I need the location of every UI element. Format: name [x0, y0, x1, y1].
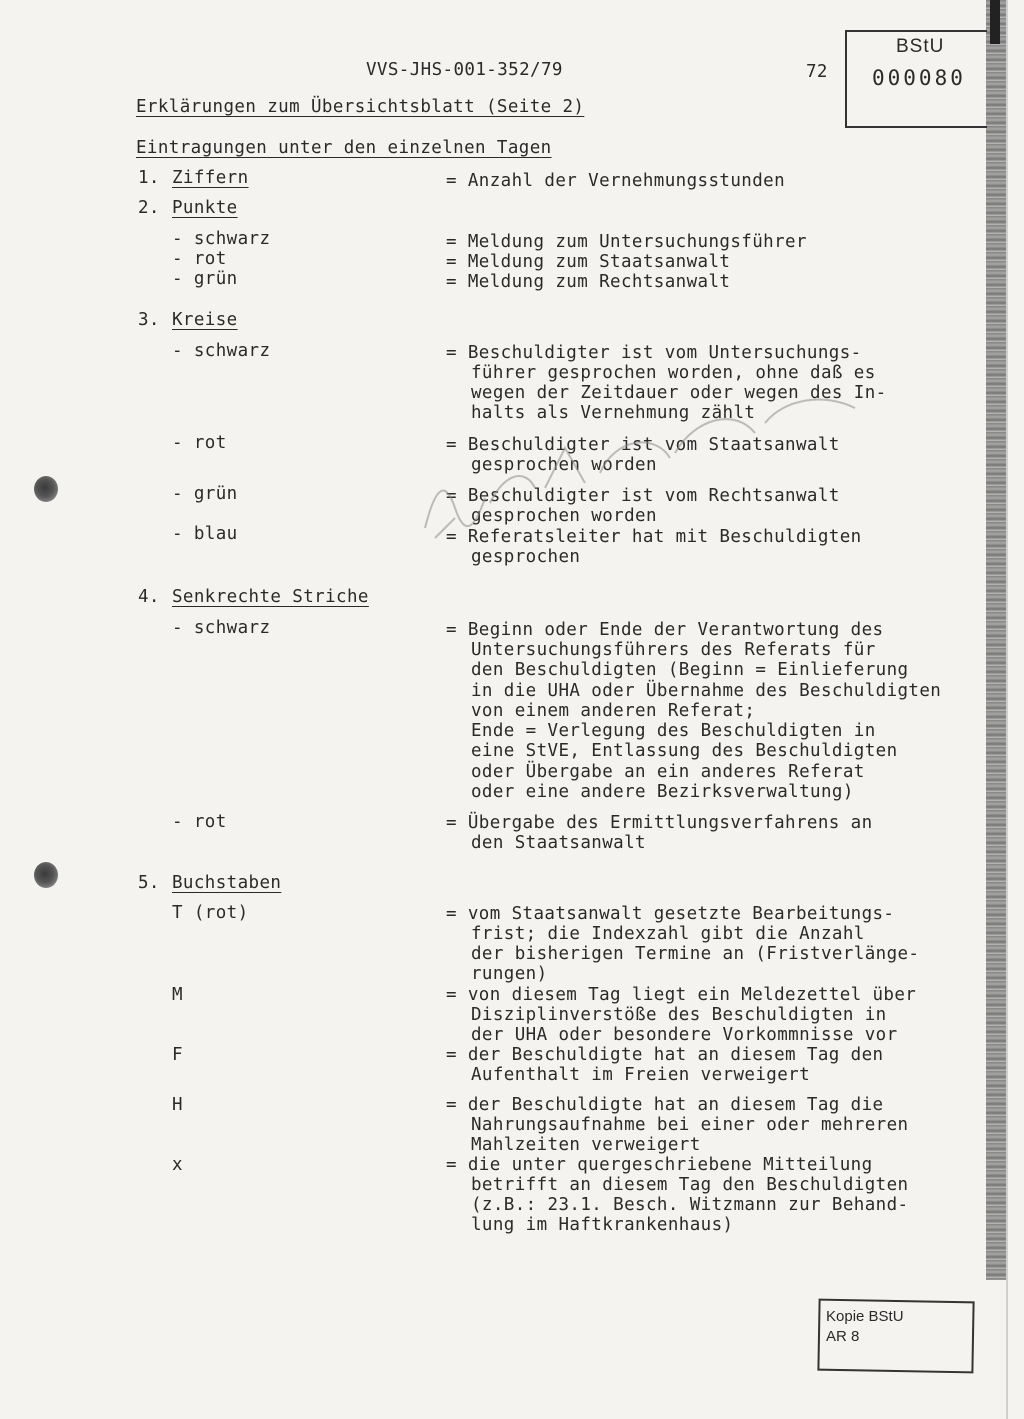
page-number: 72	[806, 62, 828, 82]
section-2-value-2: = Meldung zum Staatsanwalt	[446, 252, 731, 272]
section-4-title: Senkrechte Striche	[172, 587, 369, 607]
section-5-value-1a: = vom Staatsanwalt gesetzte Bearbeitungs-	[446, 904, 895, 924]
section-4-value-1e: von einem anderen Referat;	[471, 701, 756, 721]
section-5-value-5b: betrifft an diesem Tag den Beschuldigten	[471, 1175, 909, 1195]
punch-hole-lower	[34, 862, 58, 888]
section-3-value-1b: führer gesprochen worden, ohne daß es	[471, 363, 876, 383]
section-5-key-5: x	[172, 1155, 183, 1175]
section-2-title: Punkte	[172, 198, 238, 218]
section-3-key-2: - rot	[172, 433, 227, 453]
section-4-number: 4.	[138, 587, 160, 607]
scan-edge-line	[1006, 0, 1008, 1419]
section-3-title: Kreise	[172, 310, 238, 330]
section-2-value-3: = Meldung zum Rechtsanwalt	[446, 272, 731, 292]
section-1-text: = Anzahl der Vernehmungsstunden	[446, 171, 786, 191]
section-4-value-1d: in die UHA oder Übernahme des Beschuldigten	[471, 681, 942, 701]
section-5-value-5a: = die unter quergeschriebene Mitteilung	[446, 1155, 873, 1175]
section-4-value-1f: Ende = Verlegung des Beschuldigten in	[471, 721, 876, 741]
section-5-value-5d: lung im Haftkrankenhaus)	[471, 1215, 734, 1235]
section-4-value-1i: oder eine andere Bezirksverwaltung)	[471, 782, 854, 802]
archive-stamp-number: 000080	[872, 66, 966, 90]
section-5-value-5c: (z.B.: 23.1. Besch. Witzmann zur Behand-	[471, 1195, 909, 1215]
section-1-number: 1.	[138, 168, 160, 188]
section-1-title: Ziffern	[172, 168, 249, 188]
section-3-value-1a: = Beschuldigter ist vom Untersuchungs-	[446, 343, 862, 363]
section-5-key-3: F	[172, 1045, 183, 1065]
section-5-value-1c: der bisherigen Termine an (Fristverlänge-	[471, 944, 920, 964]
section-3-value-3b: gesprochen worden	[471, 506, 657, 526]
section-5-title: Buchstaben	[172, 873, 282, 893]
section-4-value-1a: = Beginn oder Ende der Verantwortung des	[446, 620, 884, 640]
section-3-value-2b: gesprochen worden	[471, 455, 657, 475]
section-3-value-1d: halts als Vernehmung zählt	[471, 403, 756, 423]
section-5-value-1b: frist; die Indexzahl gibt die Anzahl	[471, 924, 865, 944]
section-2-key-2: - rot	[172, 249, 227, 269]
section-5-value-4b: Nahrungsaufnahme bei einer oder mehreren	[471, 1115, 909, 1135]
section-4-value-1b: Untersuchungsführers des Referats für	[471, 640, 876, 660]
section-5-value-2a: = von diesem Tag liegt ein Meldezettel über	[446, 985, 917, 1005]
section-5-value-2b: Disziplinverstöße des Beschuldigten in	[471, 1005, 887, 1025]
document-reference: VVS-JHS-001-352/79	[366, 60, 563, 80]
section-3-number: 3.	[138, 310, 160, 330]
section-5-number: 5.	[138, 873, 160, 893]
section-3-value-4b: gesprochen	[471, 547, 581, 567]
section-4-value-1h: oder Übergabe an ein anderes Referat	[471, 762, 865, 782]
section-3-value-1c: wegen der Zeitdauer oder wegen des In-	[471, 383, 887, 403]
section-5-value-4a: = der Beschuldigte hat an diesem Tag die	[446, 1095, 884, 1115]
scan-edge-tab	[990, 0, 1000, 44]
section-2-key-3: - grün	[172, 269, 238, 289]
archive-stamp-label: BStU	[896, 36, 945, 57]
section-4-key-1: - schwarz	[172, 618, 271, 638]
section-2-key-1: - schwarz	[172, 229, 271, 249]
section-3-value-4a: = Referatsleiter hat mit Beschuldigten	[446, 527, 862, 547]
section-5-key-2: M	[172, 985, 183, 1005]
section-4-key-2: - rot	[172, 812, 227, 832]
section-3-value-3a: = Beschuldigter ist vom Rechtsanwalt	[446, 486, 840, 506]
section-5-value-4c: Mahlzeiten verweigert	[471, 1135, 701, 1155]
section-3-value-2a: = Beschuldigter ist vom Staatsanwalt	[446, 435, 840, 455]
copy-stamp-line-2: AR 8	[826, 1328, 860, 1345]
section-2-value-1: = Meldung zum Untersuchungsführer	[446, 232, 807, 252]
section-5-key-1: T (rot)	[172, 903, 249, 923]
section-3-key-3: - grün	[172, 484, 238, 504]
section-3-key-4: - blau	[172, 524, 238, 544]
section-4-value-1c: den Beschuldigten (Beginn = Einlieferung	[471, 660, 909, 680]
copy-stamp-line-1: Kopie BStU	[826, 1308, 904, 1325]
section-5-value-2c: der UHA oder besondere Vorkommnisse vor	[471, 1025, 898, 1045]
section-4-value-2b: den Staatsanwalt	[471, 833, 646, 853]
section-4-value-1g: eine StVE, Entlassung des Beschuldigten	[471, 741, 898, 761]
section-5-key-4: H	[172, 1095, 183, 1115]
section-3-key-1: - schwarz	[172, 341, 271, 361]
section-4-value-2a: = Übergabe des Ermittlungsverfahrens an	[446, 813, 873, 833]
section-2-number: 2.	[138, 198, 160, 218]
document-title: Erklärungen zum Übersichtsblatt (Seite 2)	[136, 97, 585, 117]
section-5-value-1d: rungen)	[471, 964, 548, 984]
section-5-value-3b: Aufenthalt im Freien verweigert	[471, 1065, 811, 1085]
section-5-value-3a: = der Beschuldigte hat an diesem Tag den	[446, 1045, 884, 1065]
scan-edge-strip	[986, 0, 1006, 1280]
punch-hole-upper	[34, 476, 58, 502]
document-subtitle: Eintragungen unter den einzelnen Tagen	[136, 138, 552, 158]
